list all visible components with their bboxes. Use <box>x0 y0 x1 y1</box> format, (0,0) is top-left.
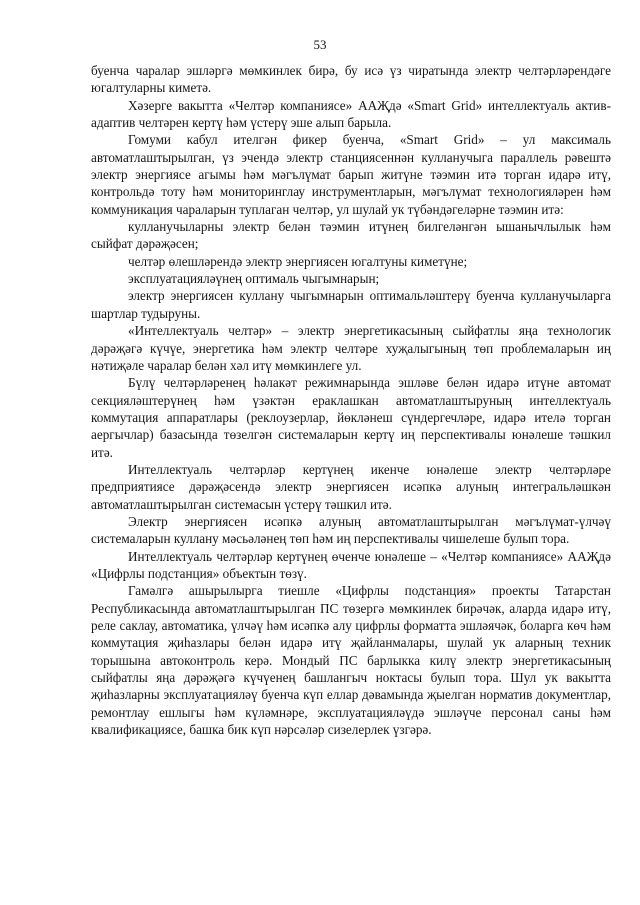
paragraph: Интеллектуаль челтәрләр кертүнең икенче юнәлеше электр челтәрләре предприятиясе дәрәҗәсендә электр энергиясен исәпкә алуның интегральләшкән автоматлаштырылган системасын үстерү тәшкил итә. <box>91 461 611 512</box>
paragraph: Гомуми кабул ителгән фикер буенча, «Smart Grid» – ул максималь автоматлаштырылган, үз эчендә электр станциясеннән кулланучыга параллель рәвештә электр энергиясе агымы һәм мәгълүмат барып житүне тәэмин итә торган идарә итү, контрольдә тоту һәм мониторинглау инструментларын, мәгълүмат технологияләрен һәм коммуникация чараларын туплаган челтәр, ул шулай ук түбәндәгеләрне тәэмин итә: <box>91 132 611 217</box>
paragraph: кулланучыларны электр белән тәэмин итүнең билгеләнгән ышанычлылык һәм сыйфат дәрәҗәсен; <box>91 219 611 252</box>
paragraph: электр энергиясен куллану чыгымнарын оптимальләштерү буенча кулланучыларга шартлар тудыруны. <box>91 288 611 321</box>
paragraph: Бүлү челтәрләренең һәлакәт режимнарында эшләве белән идарә итүне автомат секцияләштерүнең һәм үзәктән ераклашкан автоматлаштыруның интеллектуаль коммутация аппаратлары (реклоузерлар, йөкләнеш сүндергечләре, идарә ителә торган аергычлар) базасында төзелгән системаларын кертү иң перспективалы юнәлеше тәшкил итә. <box>91 375 611 460</box>
paragraph: Хәзерге вакытта «Челтәр компаниясе» ААҖдә «Smart Grid» интеллектуаль актив-адаптив челтәрен кертү һәм үстерү эше алып барыла. <box>91 97 611 131</box>
paragraph: челтәр өлешләрендә электр энергиясен югалтуны киметүне; <box>128 253 468 269</box>
paragraph: Гамәлгә ашырылырга тиешле «Цифрлы подстанция» проекты Татарстан Республикасында автоматлаштырылган ПС төзергә мөмкинлек бирәчәк, аларда идарә итү, реле саклау, автоматика, үлчәү һәм исәпкә алу цифрлы форматта эшләячәк, боларга көч һәм коммутация җиһазлары белән идарә итү җайланмалары, шулай ук аларның техник торышына автоконтроль керә. Мондый ПС барлыкка килү электр энергетикасының сыйфатлы яңа дәрәҗәгә күчүенең башлангыч ноктасы булып тора. Шул ук вакытта җиһазларны эксплуатацияләү буенча күп еллар дәвамында җыелган норматив документлар, ремонтлау ешлыгы һәм күләмнәре, эксплуатацияләүдә эшләүче персонал саны һәм квалификациясе, башка бик күп нәрсәләр сизелерлек үзгәрә. <box>91 583 611 738</box>
paragraph: «Интеллектуаль челтәр» – электр энергетикасының сыйфатлы яңа технологик дәрәҗәгә күчүе, энергетика һәм электр челтәре хуҗалыгының төп проблемаларын иң нәтиҗәле чаралар белән хәл итү мөмкинлеге ул. <box>91 323 611 373</box>
paragraph: Электр энергиясен исәпкә алуның автоматлаштырылган мәгълүмат-үлчәү системаларын куллану мәсьәләнең төп һәм иң перспективалы чишелеше булып тора. <box>91 513 611 547</box>
page-number: 53 <box>313 37 327 52</box>
paragraph: эксплуатацияләүнең оптималь чыгымнарын; <box>128 271 380 287</box>
paragraph: буенча чаралар эшләргә мөмкинлек бирә, бу исә үз чиратында электр челтәрләрендәге югалтуларны киметә. <box>91 63 611 96</box>
document-body <box>91 62 611 738</box>
paragraph: Интеллектуаль челтәрләр кертүнең өченче юнәлеше – «Челтәр компаниясе» ААҖдә «Цифрлы подстанция» объектын төзү. <box>91 548 611 581</box>
